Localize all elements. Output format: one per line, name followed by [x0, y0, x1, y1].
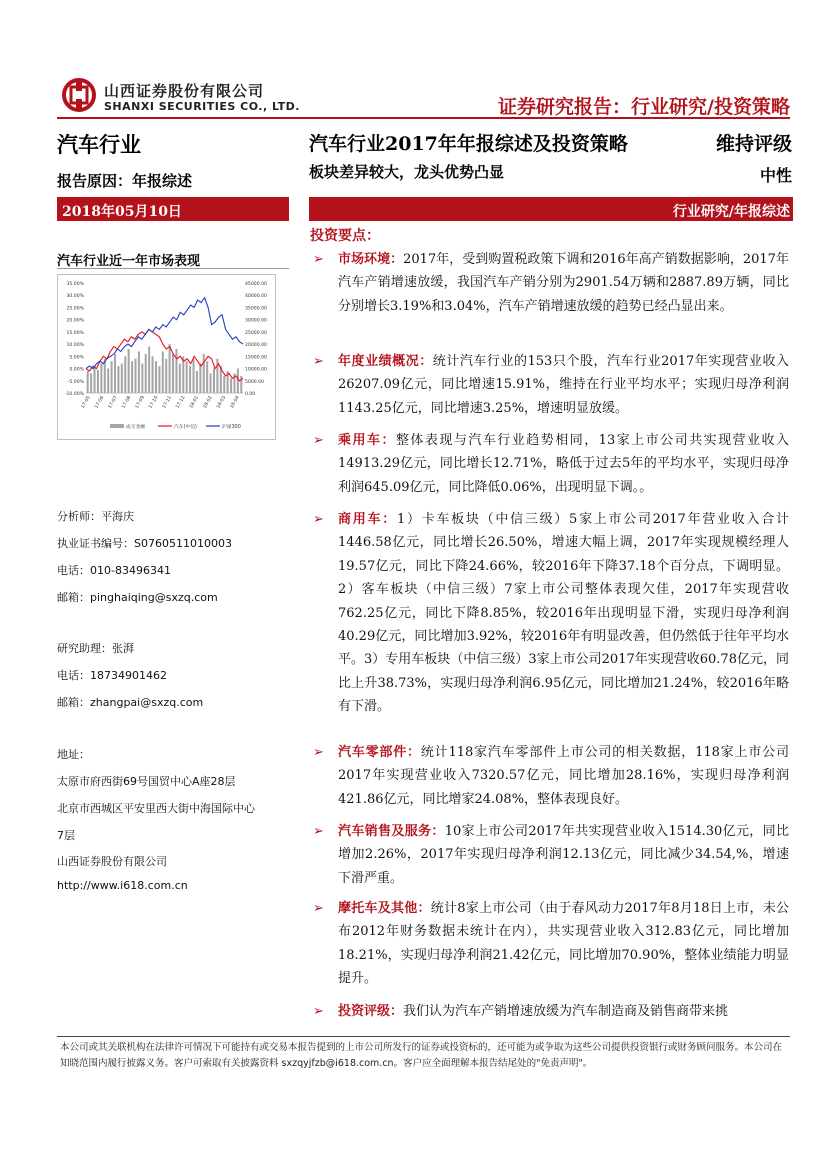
volume-bar [230, 378, 232, 393]
volume-bar [172, 354, 174, 393]
point-text: 1）卡车板块（中信三级）5家上市公司2017年营业收入合计1446.58亿元，同比增长26.50%，增速大幅上调，2017年实现规模经理人19.57亿元，同比下降24.66%，较2016年下降37.18个百分点，下调明显。2）客车板块（中信三级）7家上市公司整体表现欠佳，2017年实现营收762.25亿元，同比下降8.85%，较2016年出现明显下滑，实现归母净利润40.29亿元，同比增加3.92%，较2016年有明显改善，但仍然低于往年平均水平。3）专用车板块（中信三级）3家上市公司2017年实现营收60.78亿元，同比上升38.73%，实现归母净利润6.95亿元，同比增加21.24%，较2016年略有下滑。 [338, 512, 789, 715]
series-line [86, 329, 243, 380]
legend-label: 汽车(中信) [174, 425, 197, 430]
address-beijing-floor: 7层 [57, 829, 75, 842]
right-axis-tick: 20000.00 [245, 343, 267, 349]
volume-bar [182, 356, 184, 393]
chart-title-divider [57, 268, 289, 269]
left-axis-tick: -5.00% [67, 379, 84, 385]
market-chart [57, 274, 276, 440]
analyst-email[interactable]: 邮箱：pinghaiqing@sxzq.com [57, 591, 218, 604]
report-reason: 报告原因：年报综述 [57, 172, 193, 190]
assistant-name: 研究助理：张湃 [57, 642, 134, 655]
x-axis-tick: 17-09 [134, 395, 146, 410]
chart-title: 汽车行业近一年市场表现 [57, 254, 201, 269]
left-axis-tick: 5.00% [69, 355, 84, 361]
volume-bar [158, 366, 160, 393]
x-axis-tick: 17-11 [161, 395, 174, 410]
volume-bar [189, 366, 191, 393]
point-label: 年度业绩概况： [338, 354, 433, 369]
volume-bar [179, 364, 181, 393]
x-axis-tick: 18-03 [216, 395, 228, 410]
volume-bar [206, 361, 208, 393]
x-axis-tick: 18-02 [202, 395, 214, 410]
bullet-arrow-icon: ➢ [313, 901, 324, 916]
volume-bar [131, 361, 133, 393]
volume-bar [138, 351, 140, 393]
volume-bar [134, 359, 136, 393]
volume-bar [192, 359, 194, 393]
point-parts [313, 741, 789, 811]
volume-bar [155, 361, 157, 393]
point-text: 统计汽车行业的153只个股，汽车行业2017年实现营业收入26207.09亿元，同比增速15.91%，维持在行业平均水平；实现归母净利润1143.25亿元，同比增速3.25%，增速明显放缓。 [338, 354, 789, 416]
point-passenger [313, 429, 789, 499]
point-label: 乘用车： [338, 433, 396, 448]
volume-bar [104, 359, 106, 393]
x-axis-tick: 18-04 [229, 395, 241, 410]
point-label: 摩托车及其他： [338, 901, 431, 916]
right-axis-tick: 15000.00 [245, 355, 267, 361]
industry-title: 汽车行业 [57, 133, 141, 157]
right-axis-tick: 45000.00 [245, 282, 267, 287]
x-axis-tick: 17-10 [148, 395, 160, 410]
point-text: 统计8家上市公司（由于春风动力2017年8月18日上市，未公布2012年财务数据未统计在内），共实现营业收入312.83亿元，同比增加18.21%，实现归母净利润21.42亿元，同比增加70.90%，整体业绩能力明显提升。 [338, 901, 789, 987]
point-label: 汽车销售及服务： [338, 824, 445, 839]
report-category: 行业研究/年报综述 [672, 204, 790, 220]
volume-bar [100, 364, 102, 393]
volume-bar [97, 370, 99, 393]
analyst-cert: 执业证书编号：S0760511010003 [57, 537, 232, 550]
volume-bar [107, 369, 109, 393]
rating-value: 中性 [759, 166, 792, 185]
volume-bar [199, 364, 201, 393]
market-chart-svg [58, 275, 275, 439]
bullet-arrow-icon: ➢ [313, 745, 324, 760]
volume-bar [213, 369, 215, 393]
left-axis-tick: 15.00% [66, 330, 84, 336]
point-label: 汽车零部件： [338, 745, 421, 760]
volume-bar [162, 351, 164, 393]
volume-bar [169, 344, 171, 393]
point-motorcycle [313, 897, 789, 991]
x-axis-tick: 17-06 [94, 395, 106, 410]
series-line [86, 298, 243, 369]
volume-bar [114, 354, 116, 393]
volume-bar [87, 371, 89, 393]
left-axis-tick: -10.00% [64, 392, 84, 397]
left-axis-tick: 35.00% [66, 282, 84, 287]
point-label: 投资评级： [338, 1004, 404, 1019]
company-logo-icon [62, 78, 96, 112]
right-axis-tick: 25000.00 [245, 330, 267, 336]
point-sales [313, 820, 789, 890]
point-market [313, 248, 789, 318]
report-type: 证券研究报告：行业研究/投资策略 [498, 96, 790, 118]
bullet-arrow-icon: ➢ [313, 824, 324, 839]
address-label: 地址： [57, 748, 90, 761]
report-title: 汽车行业2017年年报综述及投资策略 [309, 133, 628, 155]
analyst-name: 分析师：平海庆 [57, 510, 134, 523]
right-axis-tick: 0.00 [245, 392, 256, 397]
volume-bar [90, 373, 92, 393]
point-text: 整体表现与汽车行业趋势相同，13家上市公司共实现营业收入14913.29亿元，同比增长12.71%，略低于过去5年的平均水平，实现归母净利润645.09亿元，同比降低0.06%，出现明显下调。。 [338, 433, 789, 495]
volume-bar [121, 364, 123, 393]
left-axis-tick: 10.00% [66, 343, 84, 349]
volume-bar [237, 369, 239, 393]
address-taiyuan: 太原市府西街69号国贸中心A座28层 [57, 775, 236, 788]
company-name-cn: 山西证券股份有限公司 [104, 82, 265, 100]
volume-bar [165, 359, 167, 393]
volume-bar [210, 373, 212, 393]
left-axis-tick: 20.00% [66, 318, 84, 324]
volume-bar [148, 347, 150, 393]
legend-label: 成交金额 [126, 425, 146, 430]
bullet-arrow-icon: ➢ [313, 512, 324, 527]
left-axis-tick: 30.00% [66, 294, 84, 300]
volume-bar [145, 354, 147, 393]
header-divider [57, 117, 790, 119]
point-text: 10家上市公司2017年共实现营业收入1514.30亿元，同比增加2.26%，2017年实现归母净利润12.13亿元，同比减少34.54,%，增速下滑严重。 [338, 824, 789, 886]
bullet-arrow-icon: ➢ [313, 1004, 324, 1019]
point-rating [313, 1000, 789, 1023]
point-text: 2017年，受到购置税政策下调和2016年高产销数据影响，2017年汽车产销增速放缓，我国汽车产销分别为2901.54万辆和2887.89万辆，同比分别增长3.19%和3.04%，汽车产销增速放缓的趋势已经凸显出来。 [338, 252, 789, 314]
volume-bar [152, 356, 154, 393]
footer-divider [57, 1036, 790, 1037]
volume-bar [124, 356, 126, 393]
disclaimer: 本公司或其关联机构在法律许可情况下可能持有或交易本报告提到的上市公司所发行的证券或投资标的，还可能为或争取为这些公司提供投资银行或财务顾问服务。本公司在知晓范围内履行披露义务。客户可索取有关披露资料 sxzqyjfzb@i618.com.cn。客户应全面理解本报告结尾处的"免责声明"。 [60, 1042, 783, 1069]
volume-bar [196, 371, 198, 393]
bullet-arrow-icon: ➢ [313, 354, 324, 369]
x-axis-tick: 17-05 [80, 395, 92, 410]
volume-bar [175, 349, 177, 393]
point-text: 我们认为汽车产销增速放缓为汽车制造商及销售商带来挑 [403, 1004, 729, 1019]
volume-bar [117, 366, 119, 393]
right-axis-tick: 10000.00 [245, 367, 267, 373]
address-beijing: 北京市西城区平安里西大街中海国际中心 [57, 802, 255, 815]
rating-label: 维持评级 [715, 133, 792, 155]
volume-bar [128, 349, 130, 393]
legend-label: 沪深300 [222, 425, 241, 430]
bullet-arrow-icon: ➢ [313, 433, 324, 448]
volume-bar [94, 366, 96, 393]
analyst-phone: 电话：010-83496341 [57, 564, 171, 577]
right-axis-tick: 5000.00 [245, 379, 264, 385]
assistant-phone: 电话：18734901462 [57, 669, 167, 682]
right-axis-tick: 35000.00 [245, 306, 267, 312]
left-axis-tick: 0.00% [69, 367, 84, 373]
volume-bar [111, 361, 113, 393]
point-annual [313, 350, 789, 420]
point-label: 商用车： [338, 512, 397, 527]
x-axis-tick: 17-12 [175, 395, 187, 410]
right-axis-tick: 30000.00 [245, 318, 267, 324]
point-text: 统计118家汽车零部件上市公司的相关数据，118家上市公司2017年实现营业收入7320.57亿元，同比增加28.16%，实现归母净利润421.86亿元，同比增家24.08%，整体表现良好。 [338, 745, 789, 807]
assistant-email[interactable]: 邮箱：zhangpai@sxzq.com [57, 696, 204, 709]
x-axis-tick: 17-07 [107, 395, 119, 410]
volume-bar [223, 376, 225, 393]
key-points-title: 投资要点： [310, 228, 380, 244]
company-website[interactable]: http://www.i618.com.cn [57, 879, 188, 892]
point-label: 市场环境： [338, 252, 404, 267]
company-name: 山西证券股份有限公司 [57, 855, 167, 868]
report-subtitle: 板块差异较大，龙头优势凸显 [309, 163, 505, 181]
x-axis-tick: 17-08 [121, 395, 133, 410]
point-commercial [313, 508, 789, 719]
bullet-arrow-icon: ➢ [313, 252, 324, 267]
report-date: 2018年05月10日 [62, 204, 182, 220]
volume-bar [186, 361, 188, 393]
left-axis-tick: 25.00% [66, 306, 84, 312]
volume-bar [141, 364, 143, 393]
right-axis-tick: 40000.00 [245, 294, 267, 300]
volume-bar [203, 354, 205, 393]
company-name-en: SHANXI SECURITIES CO., LTD. [104, 100, 300, 113]
x-axis-tick: 18-01 [189, 395, 201, 410]
legend-swatch [110, 424, 124, 428]
